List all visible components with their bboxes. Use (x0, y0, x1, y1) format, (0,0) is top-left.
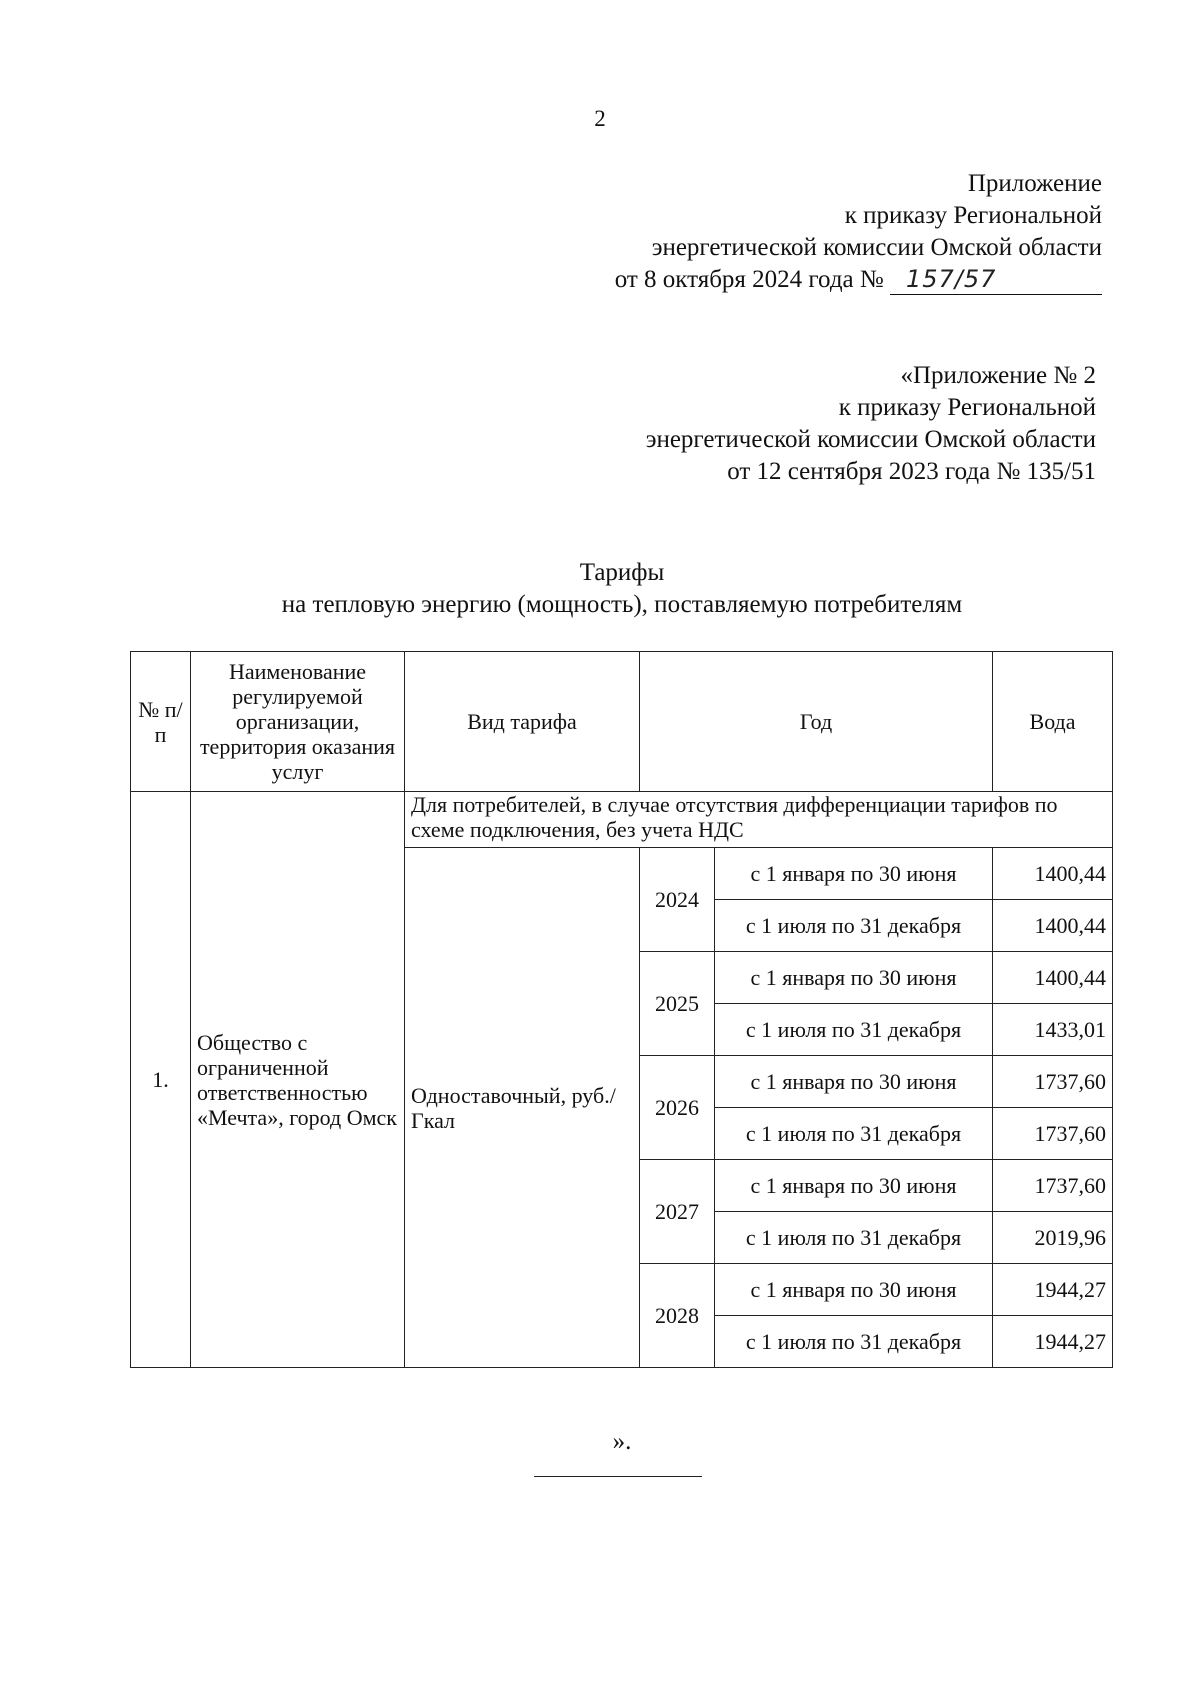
appendix-order-ref: к приказу Региональной (844, 202, 1102, 229)
consumer-note: Для потребителей, в случае отсутствия дифференциации тарифов по схеме подключения, без учета НДС (405, 792, 1113, 848)
year-cell: 2027 (640, 1160, 715, 1264)
period-label: с 1 января по 30 июня (715, 952, 993, 1004)
tariff-value: 1737,60 (993, 1108, 1113, 1160)
period-label: с 1 июля по 31 декабря (715, 1212, 993, 1264)
tariff-table (130, 651, 1113, 1368)
year-cell: 2024 (640, 848, 715, 952)
period-label: с 1 января по 30 июня (715, 1264, 993, 1316)
period-label: с 1 июля по 31 декабря (715, 1108, 993, 1160)
header-organization: Наименование регулируемой организации, территория оказания услуг (191, 652, 405, 792)
tariff-value: 1944,27 (993, 1316, 1113, 1368)
closing-divider (534, 1476, 702, 1477)
tariff-value: 1433,01 (993, 1004, 1113, 1056)
tariff-value: 2019,96 (993, 1212, 1113, 1264)
appendix-header-old (646, 360, 1096, 488)
appendix-old-order-ref: к приказу Региональной (838, 394, 1096, 421)
appendix-old-commission: энергетической комиссии Омской области (645, 426, 1096, 453)
year-cell: 2025 (640, 952, 715, 1056)
document-title (0, 557, 1200, 621)
page-number: 2 (594, 106, 606, 131)
table-header-row (131, 652, 1113, 792)
period-label: с 1 января по 30 июня (715, 848, 993, 900)
handwritten-order-number: 157/57 (890, 264, 1102, 295)
closing-quote: ». (612, 1428, 632, 1455)
period-label: с 1 июля по 31 декабря (715, 1316, 993, 1368)
appendix-title: Приложение (967, 170, 1102, 197)
appendix-old-date: от 12 сентября 2023 года № 135/51 (727, 458, 1096, 485)
period-label: с 1 января по 30 июня (715, 1160, 993, 1212)
appendix-header-new (615, 168, 1102, 296)
period-label: с 1 января по 30 июня (715, 1056, 993, 1108)
tariff-value: 1944,27 (993, 1264, 1113, 1316)
year-cell: 2028 (640, 1264, 715, 1368)
table-row (131, 792, 1113, 848)
tariff-value: 1737,60 (993, 1160, 1113, 1212)
header-tariff-type: Вид тарифа (405, 652, 640, 792)
period-label: с 1 июля по 31 декабря (715, 900, 993, 952)
header-water: Вода (993, 652, 1113, 792)
tariff-value: 1400,44 (993, 900, 1113, 952)
title-subtitle: на тепловую энергию (мощность), поставляемую потребителям (281, 591, 963, 618)
tariff-value: 1400,44 (993, 952, 1113, 1004)
tariff-value: 1737,60 (993, 1056, 1113, 1108)
appendix-date-line (615, 264, 1102, 296)
header-num: № п/п (131, 652, 191, 792)
period-label: с 1 июля по 31 декабря (715, 1004, 993, 1056)
tariff-type: Одноставочный, руб./Гкал (405, 848, 640, 1368)
year-cell: 2026 (640, 1056, 715, 1160)
header-year: Год (640, 652, 993, 792)
appendix-date: от 8 октября 2024 года № (614, 266, 884, 293)
title-main: Тарифы (579, 559, 665, 586)
organization-name: Общество с ограниченной ответственностью «Мечта», город Омск (191, 792, 405, 1368)
row-number: 1. (131, 792, 191, 1368)
tariff-value: 1400,44 (993, 848, 1113, 900)
appendix-commission: энергетической комиссии Омской области (651, 234, 1102, 261)
appendix-old-title: «Приложение № 2 (900, 362, 1096, 389)
